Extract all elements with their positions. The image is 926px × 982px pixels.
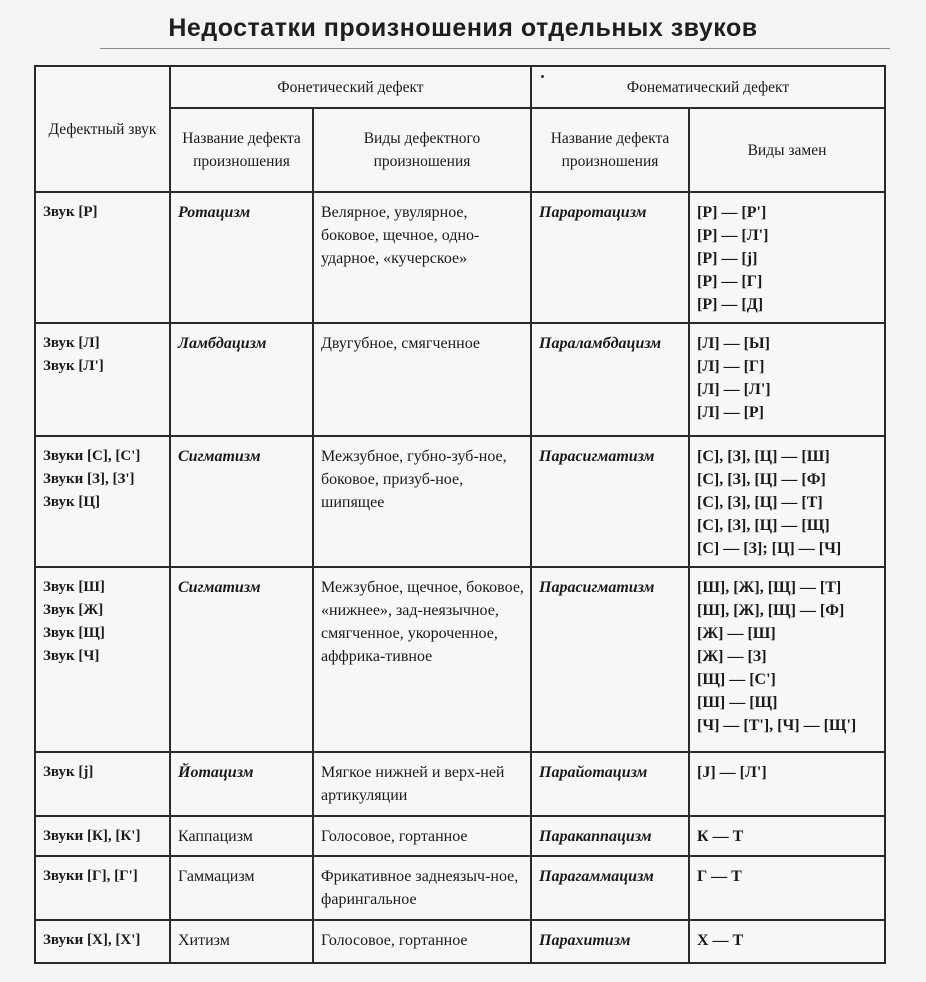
sound-cell xyxy=(35,752,170,816)
defect-types: Фрикативное заднеязыч-ное, фарингальное xyxy=(321,868,519,908)
header-defect-types: Виды дефектного произношения xyxy=(313,108,531,192)
defect-types: Голосовое, гортанное xyxy=(321,828,468,845)
sound-label: Звук [j] xyxy=(43,764,94,780)
table-row xyxy=(35,567,885,752)
substitutions-cell xyxy=(689,192,885,323)
sound-cell xyxy=(35,192,170,323)
table-row xyxy=(35,323,885,436)
table-row xyxy=(35,436,885,567)
title-divider xyxy=(100,48,890,49)
substitutions-cell xyxy=(689,816,885,856)
substitution: Х — Т xyxy=(697,932,744,949)
para-defect-cell xyxy=(531,567,689,752)
defect-types-cell xyxy=(313,323,531,436)
substitution: [С], [З], [Ц] — [Щ] xyxy=(697,517,830,534)
defect-types: Мягкое нижней и верх-ней артикуляции xyxy=(321,764,505,804)
substitution: [С], [З], [Ц] — [Ф] xyxy=(697,471,826,488)
para-defect-cell xyxy=(531,920,689,963)
header-defective-sound: Дефектный звук xyxy=(35,66,170,192)
sound-cell xyxy=(35,816,170,856)
sound-label: Звук [Ж] xyxy=(43,602,104,618)
substitutions-cell xyxy=(689,323,885,436)
defect-name: Йотацизм xyxy=(178,764,254,781)
para-defect-cell xyxy=(531,856,689,920)
sound-cell xyxy=(35,323,170,436)
substitution: [Л] — [Г] xyxy=(697,358,765,375)
sound-label: Звук [Ш] xyxy=(43,579,105,595)
sound-cell xyxy=(35,920,170,963)
header-phonematic-defect: Фонематический дефект xyxy=(531,66,885,108)
substitution: Г — Т xyxy=(697,868,742,885)
substitution: [Щ] — [С'] xyxy=(697,671,776,688)
defect-types-cell xyxy=(313,816,531,856)
sound-label: Звук [Р] xyxy=(43,204,98,220)
sound-label: Звуки [Г], [Г'] xyxy=(43,868,138,884)
substitutions-cell xyxy=(689,856,885,920)
sound-label: Звук [Щ] xyxy=(43,625,105,641)
substitution: [Р] — [Г] xyxy=(697,273,763,290)
print-speck xyxy=(541,75,544,78)
substitution: К — Т xyxy=(697,828,744,845)
defect-name: Сигматизм xyxy=(178,579,261,596)
sound-label: Звук [Л'] xyxy=(43,358,104,374)
substitution: [Р] — [j] xyxy=(697,250,758,267)
substitution: [Ш], [Ж], [Щ] — [Т] xyxy=(697,579,842,596)
sound-label: Звуки [З], [З'] xyxy=(43,471,135,487)
para-defect-cell xyxy=(531,752,689,816)
substitution: [С], [З], [Ц] — [Т] xyxy=(697,494,823,511)
defect-types-cell xyxy=(313,567,531,752)
para-defect-name: Парасигматизм xyxy=(539,448,655,465)
substitution: [Р] — [Р'] xyxy=(697,204,767,221)
para-defect-name: Параламбдацизм xyxy=(539,335,662,352)
substitutions-cell xyxy=(689,752,885,816)
defect-name-cell xyxy=(170,856,313,920)
para-defect-name: Парайотацизм xyxy=(539,764,648,781)
substitution: [Ш], [Ж], [Щ] — [Ф] xyxy=(697,602,845,619)
defect-name-cell xyxy=(170,752,313,816)
defect-name-cell xyxy=(170,192,313,323)
substitution: [С], [З], [Ц] — [Ш] xyxy=(697,448,830,465)
sound-label: Звук [Ч] xyxy=(43,648,100,664)
para-defect-name: Параротацизм xyxy=(539,204,647,221)
para-defect-cell xyxy=(531,816,689,856)
defect-name: Гаммацизм xyxy=(178,868,255,885)
substitution: [Л] — [Р] xyxy=(697,404,765,421)
para-defect-cell xyxy=(531,323,689,436)
sound-label: Звуки [К], [К'] xyxy=(43,828,141,844)
header-substitution-types: Виды замен xyxy=(689,108,885,192)
table-row xyxy=(35,816,885,856)
substitution: [J] — [Л'] xyxy=(697,764,767,781)
substitutions-cell xyxy=(689,436,885,567)
defect-name: Ротацизм xyxy=(178,204,251,221)
sound-cell xyxy=(35,436,170,567)
header-defect-name: Название дефекта произношения xyxy=(170,108,313,192)
substitution: [Ч] — [Т'], [Ч] — [Щ'] xyxy=(697,717,857,734)
defect-types-cell xyxy=(313,920,531,963)
substitution: [Л] — [Л'] xyxy=(697,381,771,398)
table-row xyxy=(35,752,885,816)
table-row xyxy=(35,920,885,963)
defect-name: Ламбдацизм xyxy=(178,335,267,352)
defect-name-cell xyxy=(170,436,313,567)
sound-label: Звук [Л] xyxy=(43,335,100,351)
para-defect-cell xyxy=(531,436,689,567)
defect-types: Голосовое, гортанное xyxy=(321,932,468,949)
defect-name: Каппацизм xyxy=(178,828,253,845)
defect-name-cell xyxy=(170,816,313,856)
defect-name: Хитизм xyxy=(178,932,230,949)
defect-name-cell xyxy=(170,567,313,752)
sound-defects-table xyxy=(34,65,886,964)
defect-types-cell xyxy=(313,192,531,323)
para-defect-name: Парахитизм xyxy=(539,932,631,949)
sound-label: Звук [Ц] xyxy=(43,494,101,510)
table-row xyxy=(35,192,885,323)
sound-label: Звуки [Х], [Х'] xyxy=(43,932,141,948)
substitution: [Ж] — [Ш] xyxy=(697,625,776,642)
defect-types-cell xyxy=(313,436,531,567)
defect-name: Сигматизм xyxy=(178,448,261,465)
table-row xyxy=(35,856,885,920)
defect-name-cell xyxy=(170,323,313,436)
substitution: [Р] — [Д] xyxy=(697,296,764,313)
substitution: [Ж] — [З] xyxy=(697,648,767,665)
substitutions-cell xyxy=(689,920,885,963)
defect-types-cell xyxy=(313,752,531,816)
defect-types: Межзубное, щечное, боковое, «нижнее», зад-неязычное, смягченное, укороченное, аффрика-тивное xyxy=(321,579,524,665)
para-defect-cell xyxy=(531,192,689,323)
substitutions-cell xyxy=(689,567,885,752)
sound-label: Звуки [С], [С'] xyxy=(43,448,141,464)
defect-types: Межзубное, губно-зуб-ное, боковое, призуб-ное, шипящее xyxy=(321,448,507,511)
sound-cell xyxy=(35,856,170,920)
para-defect-name: Парасигматизм xyxy=(539,579,655,596)
substitution: [Л] — [Ы] xyxy=(697,335,770,352)
defect-types-cell xyxy=(313,856,531,920)
para-defect-name: Паракаппацизм xyxy=(539,828,652,845)
substitution: [Ш] — [Щ] xyxy=(697,694,778,711)
sound-cell xyxy=(35,567,170,752)
para-defect-name: Парагаммацизм xyxy=(539,868,654,885)
defect-types: Двугубное, смягченное xyxy=(321,335,480,352)
defect-name-cell xyxy=(170,920,313,963)
substitution: [Р] — [Л'] xyxy=(697,227,769,244)
substitution: [С] — [З]; [Ц] — [Ч] xyxy=(697,540,842,557)
header-defect-name-phonematic: Название дефекта произношения xyxy=(531,108,689,192)
defect-types: Велярное, увулярное, боковое, щечное, одно-ударное, «кучерское» xyxy=(321,204,480,267)
header-phonetic-defect: Фонетический дефект xyxy=(170,66,531,108)
page-title: Недостатки произношения отдельных звуков xyxy=(168,14,758,42)
